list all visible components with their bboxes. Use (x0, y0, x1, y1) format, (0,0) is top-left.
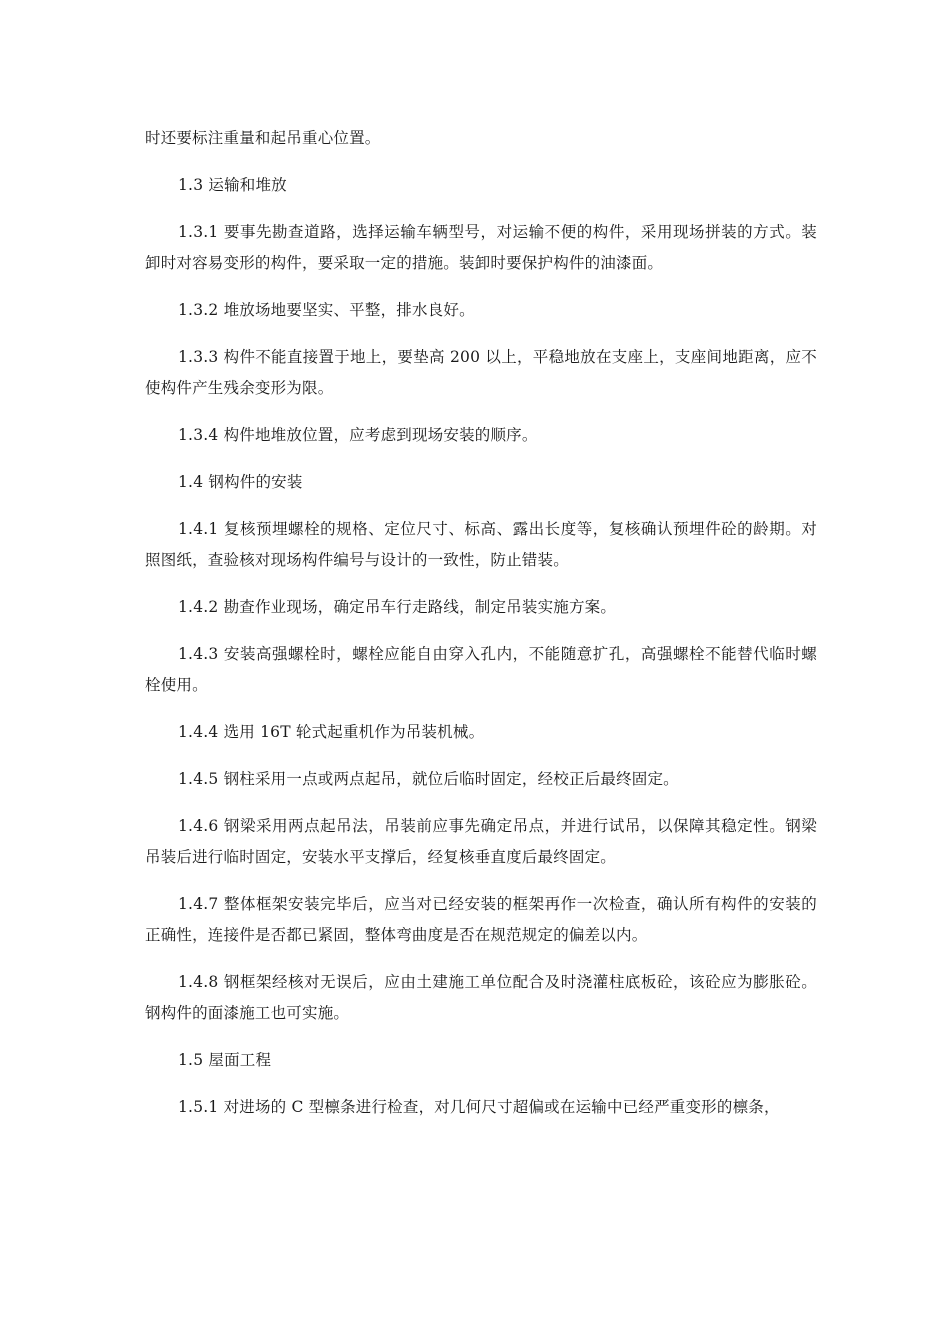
paragraph-1-4-6: 1.4.6 钢梁采用两点起吊法，吊装前应事先确定吊点，并进行试吊，以保障其稳定性。钢梁吊装后进行临时固定，安装水平支撑后，经复核垂直度后最终固定。 (145, 817, 817, 866)
paragraph-1-4-5: 1.4.5 钢柱采用一点或两点起吊，就位后临时固定，经校正后最终固定。 (178, 770, 679, 788)
paragraph-1-4-8: 1.4.8 钢框架经核对无误后，应由土建施工单位配合及时浇灌柱底板砼，该砼应为膨胀砼。钢构件的面漆施工也可实施。 (145, 973, 817, 1022)
paragraph-1-4-3: 1.4.3 安装高强螺栓时，螺栓应能自由穿入孔内，不能随意扩孔，高强螺栓不能替代临时螺栓使用。 (145, 645, 817, 694)
paragraph-1-3-1: 1.3.1 要事先勘查道路，选择运输车辆型号，对运输不便的构件，采用现场拼装的方式。装卸时对容易变形的构件，要采取一定的措施。装卸时要保护构件的油漆面。 (145, 223, 817, 272)
paragraph-1-4-1: 1.4.1 复核预埋螺栓的规格、定位尺寸、标高、露出长度等，复核确认预埋件砼的龄期。对照图纸，查验核对现场构件编号与设计的一致性，防止错装。 (145, 520, 817, 569)
paragraph-1-3-3: 1.3.3 构件不能直接置于地上，要垫高 200 以上，平稳地放在支座上，支座间地距离，应不使构件产生残余变形为限。 (145, 348, 817, 397)
section-heading-1-4: 1.4 钢构件的安装 (178, 473, 303, 491)
paragraph-1-5-1: 1.5.1 对进场的 C 型檩条进行检查，对几何尺寸超偏或在运输中已经严重变形的檩条， (178, 1098, 780, 1116)
paragraph-1-4-4: 1.4.4 选用 16T 轮式起重机作为吊装机械。 (178, 723, 485, 741)
section-heading-1-5: 1.5 屋面工程 (178, 1051, 272, 1069)
paragraph-1-4-2: 1.4.2 勘查作业现场，确定吊车行走路线，制定吊装实施方案。 (178, 598, 617, 616)
paragraph-1-4-7: 1.4.7 整体框架安装完毕后，应当对已经安装的框架再作一次检查，确认所有构件的安装的正确性，连接件是否都已紧固，整体弯曲度是否在规范规定的偏差以内。 (145, 895, 817, 944)
paragraph-continuation: 时还要标注重量和起吊重心位置。 (145, 129, 381, 147)
document-body (145, 123, 817, 1123)
section-heading-1-3: 1.3 运输和堆放 (178, 176, 287, 194)
paragraph-1-3-4: 1.3.4 构件地堆放位置，应考虑到现场安装的顺序。 (178, 426, 538, 444)
paragraph-1-3-2: 1.3.2 堆放场地要坚实、平整，排水良好。 (178, 301, 475, 319)
